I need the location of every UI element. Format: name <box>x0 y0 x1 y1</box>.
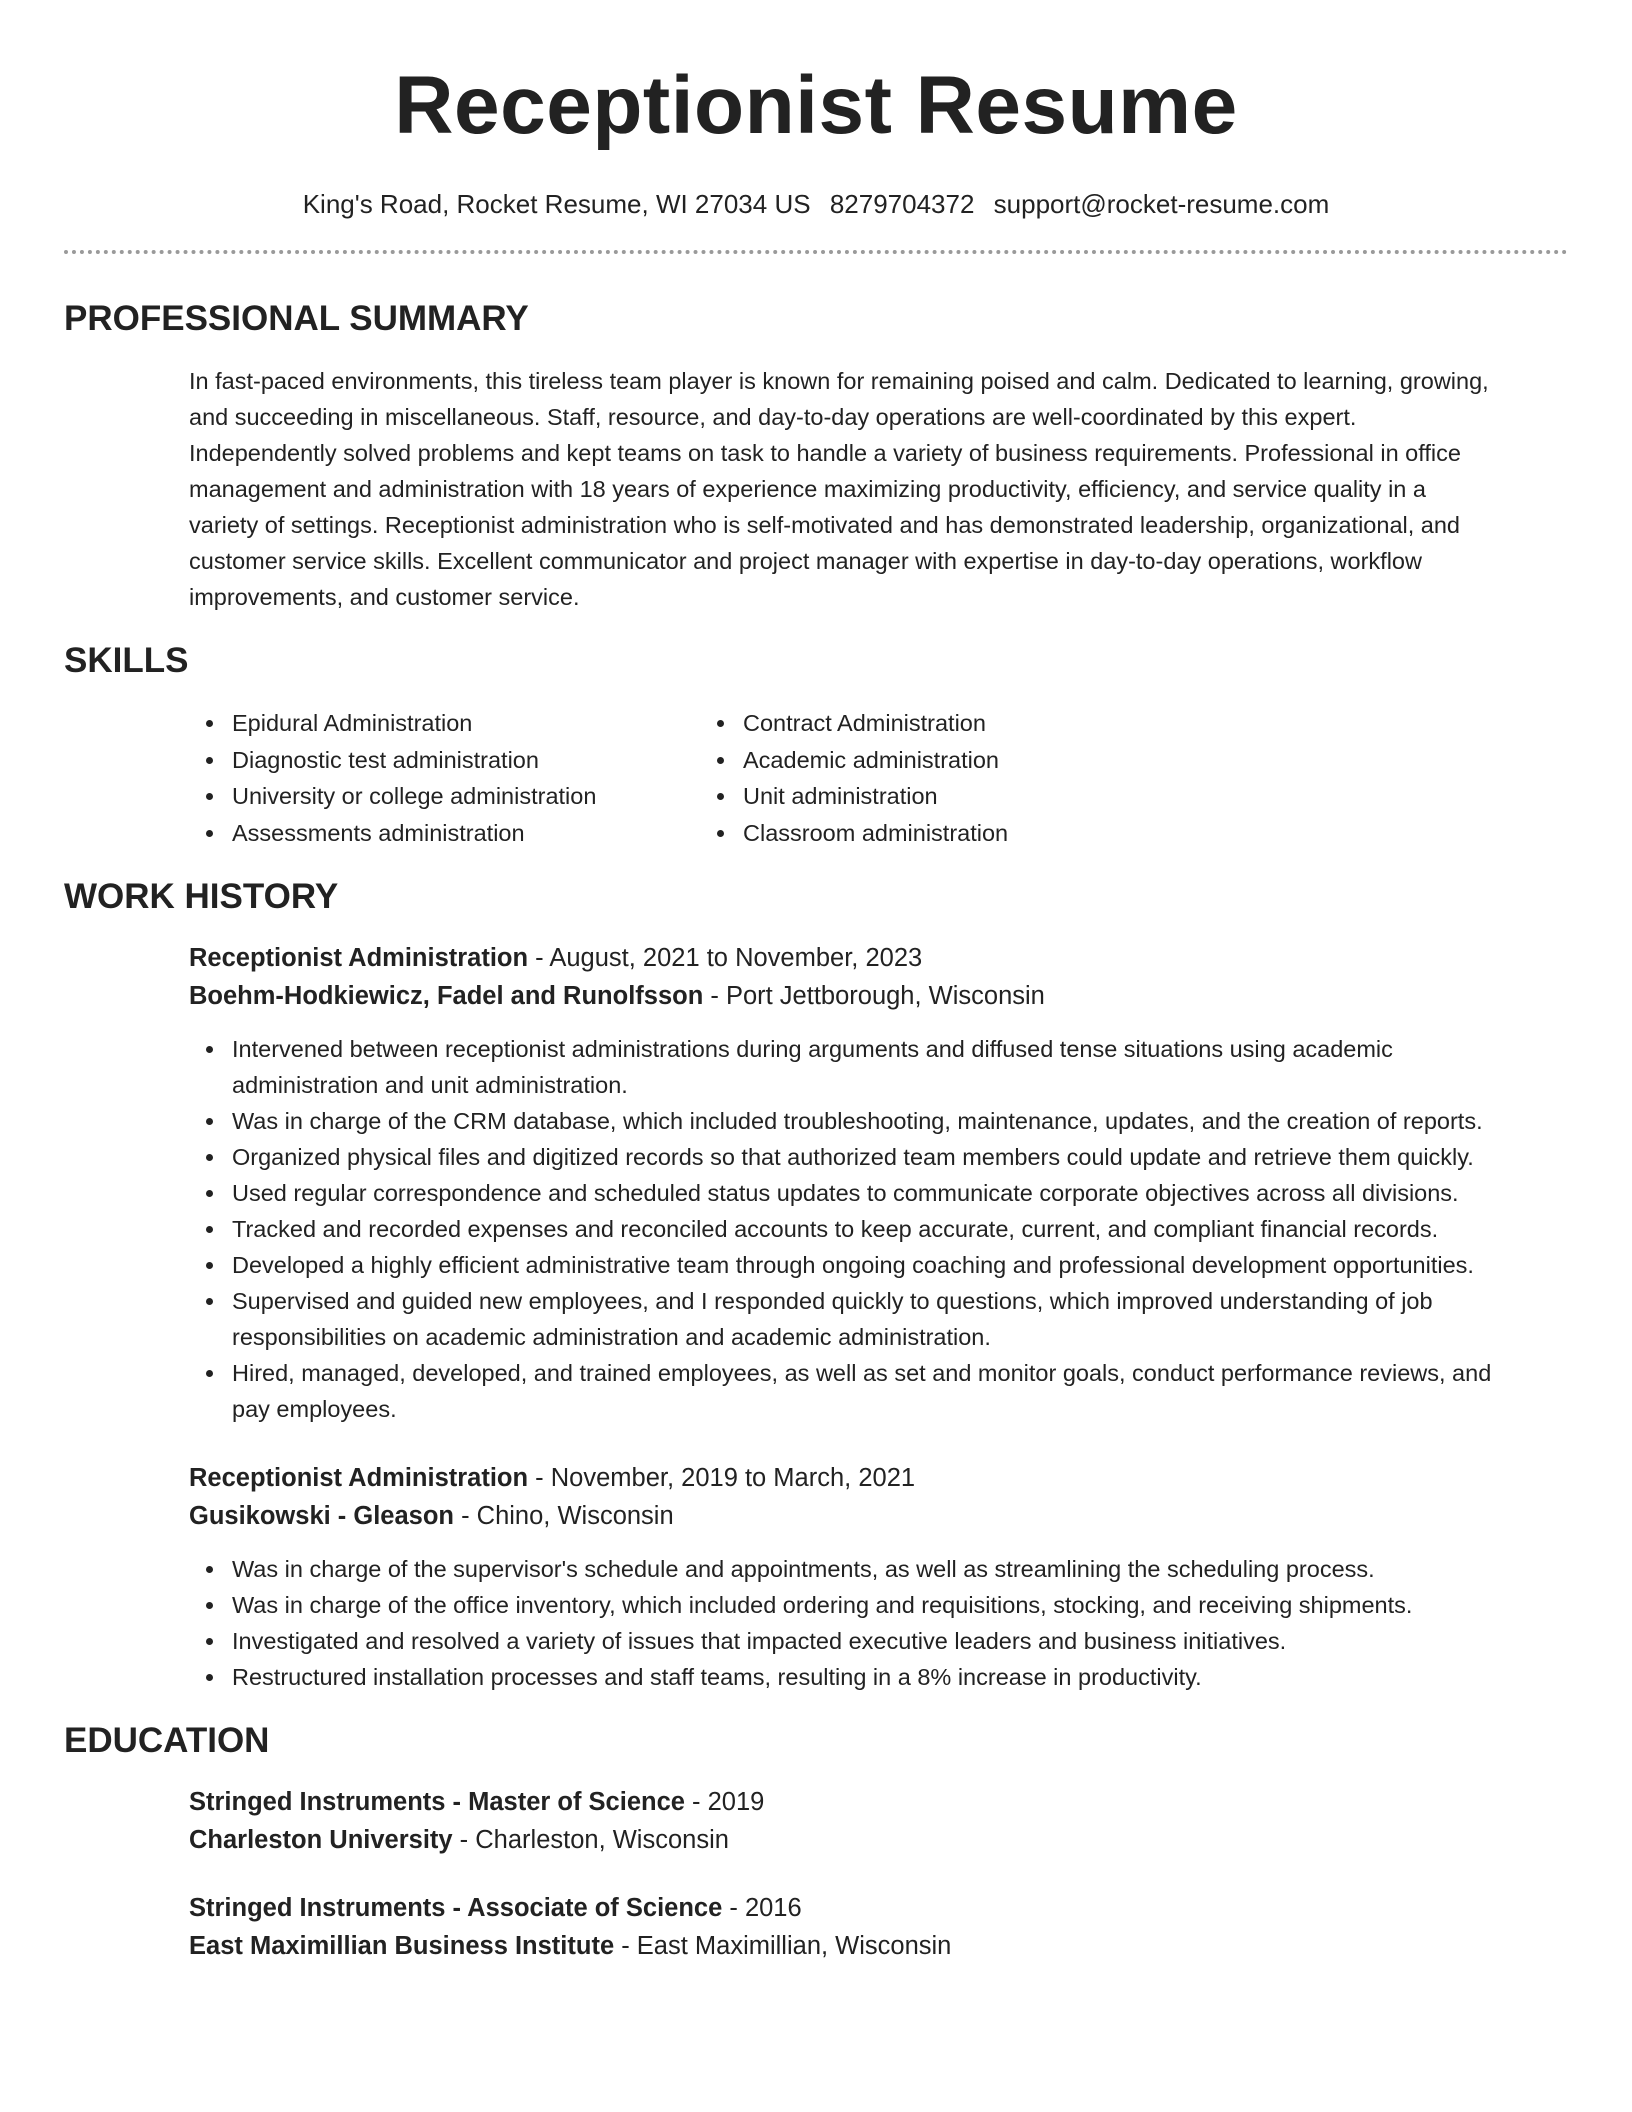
job-title: Receptionist Administration <box>189 944 529 972</box>
job-bullet: Developed a highly efficient administrative team through ongoing coaching and professional development opportunities. <box>232 1247 1568 1283</box>
job-bullet: Was in charge of the office inventory, which included ordering and requisitions, stocking, and receiving shipments. <box>232 1587 1568 1623</box>
skills-column-left <box>64 705 743 851</box>
work-heading: WORK HISTORY <box>64 877 339 916</box>
education-degree-line <box>189 1889 1568 1927</box>
page-title: Receptionist Resume <box>394 60 1238 151</box>
skills-section <box>64 639 1568 851</box>
contact-email: support@rocket-resume.com <box>993 189 1330 219</box>
summary-heading: PROFESSIONAL SUMMARY <box>64 299 529 338</box>
education-school-line <box>189 1927 1568 1965</box>
summary-line: In fast-paced environments, this tireless team player is known for remaining poised and calm. Dedicated to learning, growing, <box>189 368 1489 394</box>
job-bullet: Restructured installation processes and staff teams, resulting in a 8% increase in productivity. <box>232 1659 1568 1695</box>
job-entry <box>64 939 1568 1427</box>
education-heading: EDUCATION <box>64 1721 270 1760</box>
skill-item: Assessments administration <box>232 815 743 852</box>
job-title: Receptionist Administration <box>189 1464 529 1492</box>
contact-phone: 8279704372 <box>829 189 975 219</box>
job-location: - Chino, Wisconsin <box>454 1502 674 1530</box>
skill-item: Epidural Administration <box>232 705 743 742</box>
summary-text <box>189 363 1568 615</box>
education-school: Charleston University <box>189 1826 453 1854</box>
summary-line: management and administration with 18 years of experience maximizing productivity, efficiency, and service quality in a <box>189 476 1426 502</box>
summary-line: and succeeding in miscellaneous. Staff, resource, and day-to-day operations are well-coordinated by this expert. <box>189 404 1357 430</box>
summary-line: Independently solved problems and kept teams on task to handle a variety of business requirements. Professional in office <box>189 440 1461 466</box>
skills-grid <box>64 705 1568 851</box>
summary-line: improvements, and customer service. <box>189 584 580 610</box>
education-year: - 2016 <box>722 1894 802 1922</box>
skills-heading: SKILLS <box>64 641 189 680</box>
skill-item: Diagnostic test administration <box>232 742 743 779</box>
education-entry <box>64 1889 1568 1965</box>
job-title-line <box>189 1459 1568 1497</box>
education-degree-line <box>189 1783 1568 1821</box>
summary-section <box>64 297 1568 615</box>
contact-address: King's Road, Rocket Resume, WI 27034 US <box>302 189 811 219</box>
education-year: - 2019 <box>684 1788 765 1816</box>
skill-item: Unit administration <box>743 778 1422 815</box>
summary-line: variety of settings. Receptionist administration who is self-motivated and has demonstrated leadership, organizational, and <box>189 512 1460 538</box>
job-company: Gusikowski - Gleason <box>189 1502 454 1530</box>
job-title-line <box>189 939 1568 977</box>
skills-column-right <box>743 705 1422 851</box>
skill-item: University or college administration <box>232 778 743 815</box>
summary-line: customer service skills. Excellent communicator and project manager with expertise in day-to-day operations, workflow <box>189 548 1422 574</box>
job-entry <box>64 1459 1568 1695</box>
contact-line <box>64 188 1568 220</box>
job-bullet: Intervened between receptionist administrations during arguments and diffused tense situations using academic administration and unit administration. <box>232 1031 1568 1103</box>
header-divider <box>64 250 1568 254</box>
skill-item: Classroom administration <box>743 815 1422 852</box>
job-location: - Port Jettborough, Wisconsin <box>703 982 1045 1010</box>
education-location: - Charleston, Wisconsin <box>452 1826 729 1854</box>
work-section <box>64 875 1568 1695</box>
education-entry <box>64 1783 1568 1859</box>
education-location: - East Maximillian, Wisconsin <box>614 1932 952 1960</box>
job-bullet: Used regular correspondence and scheduled status updates to communicate corporate objectives across all divisions. <box>232 1175 1568 1211</box>
job-dates: - August, 2021 to November, 2023 <box>528 944 923 972</box>
education-degree: Stringed Instruments - Associate of Science <box>189 1894 723 1922</box>
job-bullet: Organized physical files and digitized records so that authorized team members could update and retrieve them quickly. <box>232 1139 1568 1175</box>
job-bullet: Supervised and guided new employees, and I responded quickly to questions, which improved understanding of job responsibilities on academic administration and academic administration. <box>232 1283 1568 1355</box>
job-bullet: Investigated and resolved a variety of issues that impacted executive leaders and business initiatives. <box>232 1623 1568 1659</box>
job-company-line <box>189 977 1568 1015</box>
skill-item: Contract Administration <box>743 705 1422 742</box>
education-school: East Maximillian Business Institute <box>189 1932 615 1960</box>
job-company: Boehm-Hodkiewicz, Fadel and Runolfsson <box>189 982 704 1010</box>
job-bullet: Hired, managed, developed, and trained employees, as well as set and monitor goals, conduct performance reviews, and pay employees. <box>232 1355 1568 1427</box>
job-bullet: Was in charge of the supervisor's schedule and appointments, as well as streamlining the scheduling process. <box>232 1551 1568 1587</box>
job-bullet: Tracked and recorded expenses and reconciled accounts to keep accurate, current, and compliant financial records. <box>232 1211 1568 1247</box>
job-bullet: Was in charge of the CRM database, which included troubleshooting, maintenance, updates, and the creation of reports. <box>232 1103 1568 1139</box>
education-section <box>64 1719 1568 1965</box>
job-company-line <box>189 1497 1568 1535</box>
education-school-line <box>189 1821 1568 1859</box>
skill-item: Academic administration <box>743 742 1422 779</box>
education-degree: Stringed Instruments - Master of Science <box>189 1788 685 1816</box>
job-dates: - November, 2019 to March, 2021 <box>528 1464 916 1492</box>
